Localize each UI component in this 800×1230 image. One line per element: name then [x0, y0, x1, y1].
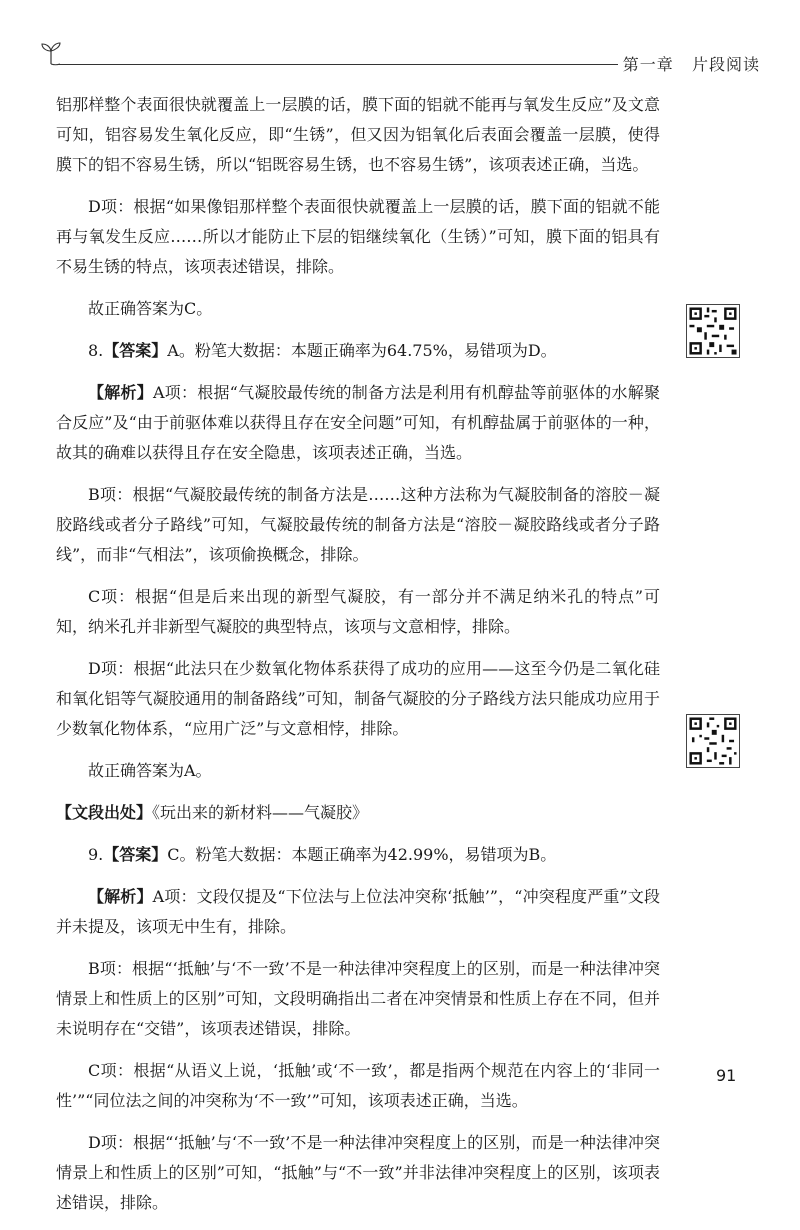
qr-code-icon[interactable] [686, 714, 740, 768]
section-name: 片段阅读 [691, 55, 760, 74]
paragraph-6 [56, 480, 660, 570]
answer-8 [56, 336, 660, 366]
paragraph-text: D项：根据“此法只在少数氧化物体系获得了成功的应用——这至今仍是二氧化硅和氧化铝等气凝胶通用的制备路线”可知，制备气凝胶的分子路线方法只能成功应用于少数氧化物体系，“应用广泛”与文意相悖，排除。 [56, 659, 660, 738]
paragraph-text: 故正确答案为A。 [88, 761, 212, 780]
analysis-9 [56, 882, 660, 942]
paragraph-text: A。粉笔大数据：本题正确率为64.75%，易错项为D。 [167, 341, 557, 360]
chapter-title [623, 52, 760, 75]
analysis-8 [56, 378, 660, 468]
paragraph-text: C项：根据“但是后来出现的新型气凝胶，有一部分并不满足纳米孔的特点”可知，纳米孔并非新型气凝胶的典型特点，该项与文意相悖，排除。 [56, 587, 660, 636]
question-number: 8. [88, 341, 104, 360]
paragraph-8 [56, 654, 660, 744]
analysis-label: 【解析】 [88, 887, 153, 906]
paragraph-3 [56, 294, 660, 324]
sprout-icon [40, 40, 62, 66]
source-title: 《玩出来的新材料——气凝胶》 [152, 803, 369, 822]
paragraph-text: D项：根据“如果像铝那样整个表面很快就覆盖上一层膜的话，膜下面的铝就不能再与氧发生反应……所以才能防止下层的铝继续氧化（生锈）”可知，膜下面的铝具有不易生锈的特点，该项表述错误，排除。 [56, 197, 660, 276]
paragraph-7 [56, 582, 660, 642]
paragraph-text: 故正确答案为C。 [88, 299, 213, 318]
paragraph-text: B项：根据“‘抵触’与‘不一致’不是一种法律冲突程度上的区别，而是一种法律冲突情景上和性质上的区别”可知，文段明确指出二者在冲突情景和性质上存在不同，但并未说明存在“交错”，该项表述错误，排除。 [56, 959, 660, 1038]
header-rule [58, 64, 618, 65]
paragraph-text: A项：根据“气凝胶最传统的制备方法是利用有机醇盐等前驱体的水解聚合反应”及“由于前驱体难以获得且存在安全问题”可知，有机醇盐属于前驱体的一种，故其的确难以获得且存在安全隐患，该项表述正确，当选。 [56, 383, 660, 462]
page-header [40, 40, 760, 80]
paragraph-text: 铝那样整个表面很快就覆盖上一层膜的话，膜下面的铝就不能再与氧发生反应”及文意可知，铝容易发生氧化反应，即“生锈”，但又因为铝氧化后表面会覆盖一层膜，使得膜下的铝不容易生锈，所以“铝既容易生锈，也不容易生锈”，该项表述正确，当选。 [56, 95, 660, 174]
question-number: 9. [88, 845, 104, 864]
paragraph-9 [56, 756, 660, 786]
source-label: 【文段出处】 [56, 803, 153, 822]
paragraph-text: C项：根据“从语义上说，‘抵触’或‘不一致’，都是指两个规范在内容上的‘非同一性’”“同位法之间的冲突称为‘不一致’”可知，该项表述正确，当选。 [56, 1061, 660, 1110]
answer-label: 【答案】 [103, 341, 168, 360]
paragraph-text: D项：根据“‘抵触’与‘不一致’不是一种法律冲突程度上的区别，而是一种法律冲突情景上和性质上的区别”可知，“抵触”与“不一致”并非法律冲突程度上的区别，该项表述错误，排除。 [56, 1133, 660, 1212]
source-line [56, 798, 660, 828]
analysis-label: 【解析】 [88, 383, 153, 402]
paragraph-text: C。粉笔大数据：本题正确率为42.99%，易错项为B。 [167, 845, 557, 864]
qr-code-icon[interactable] [686, 304, 740, 358]
paragraph-text: A项：文段仅提及“下位法与上位法冲突称‘抵触’”，“冲突程度严重”文段并未提及，该项无中生有，排除。 [56, 887, 660, 936]
paragraph-13 [56, 954, 660, 1044]
paragraph-14 [56, 1056, 660, 1116]
paragraph-text: B项：根据“气凝胶最传统的制备方法是……这种方法称为气凝胶制备的溶胶－凝胶路线或者分子路线”可知，气凝胶最传统的制备方法是“溶胶－凝胶路线或者分子路线”，而非“气相法”，该项偷换概念，排除。 [56, 485, 660, 564]
answer-9 [56, 840, 660, 870]
page-body [56, 90, 660, 1230]
page-number: 91 [716, 1066, 737, 1085]
paragraph-15 [56, 1128, 660, 1218]
chapter-number: 第一章 [622, 55, 674, 74]
paragraph-1 [56, 90, 660, 180]
paragraph-2 [56, 192, 660, 282]
answer-label: 【答案】 [103, 845, 168, 864]
